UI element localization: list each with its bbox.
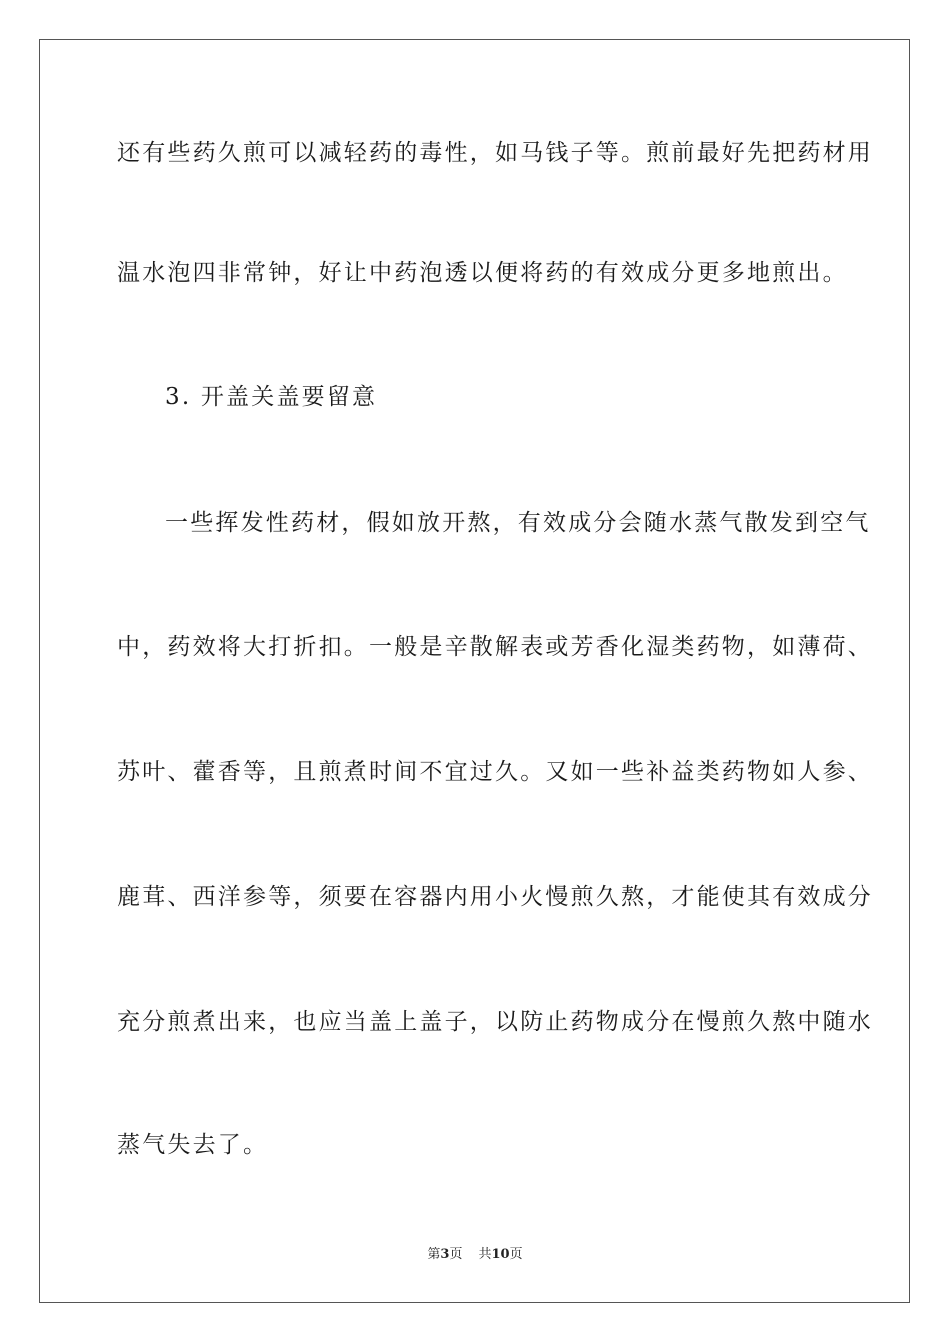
section-heading: 3. 开盖关盖要留意 <box>165 384 378 410</box>
text-line-5: 苏叶、藿香等，且煎煮时间不宜过久。又如一些补益类药物如人参、 <box>117 759 873 785</box>
text-line-7: 充分煎煮出来，也应当盖上盖子，以防止药物成分在慢煎久熬中随水 <box>117 1009 873 1035</box>
footer-total-prefix: 共 <box>478 1247 492 1262</box>
text-line-8: 蒸气失去了。 <box>117 1132 269 1158</box>
text-line-4: 中，药效将大打折扣。一般是辛散解表或芳香化湿类药物，如薄荷、 <box>117 634 873 660</box>
text-line-3: 一些挥发性药材，假如放开熬，有效成分会随水蒸气散发到空气 <box>165 510 871 536</box>
footer-page-number: 3 <box>440 1247 450 1262</box>
footer-page-suffix: 页 <box>449 1247 463 1262</box>
page-footer <box>0 1246 950 1264</box>
text-line-1: 还有些药久煎可以减轻药的毒性，如马钱子等。煎前最好先把药材用 <box>117 140 873 166</box>
page-border <box>39 39 910 1303</box>
text-line-6: 鹿茸、西洋参等，须要在容器内用小火慢煎久熬，才能使其有效成分 <box>117 884 873 910</box>
footer-total-suffix: 页 <box>509 1247 523 1262</box>
footer-total-pages: 10 <box>491 1247 510 1262</box>
text-line-2: 温水泡四非常钟，好让中药泡透以便将药的有效成分更多地煎出。 <box>117 260 848 286</box>
footer-page-prefix: 第 <box>427 1247 441 1262</box>
